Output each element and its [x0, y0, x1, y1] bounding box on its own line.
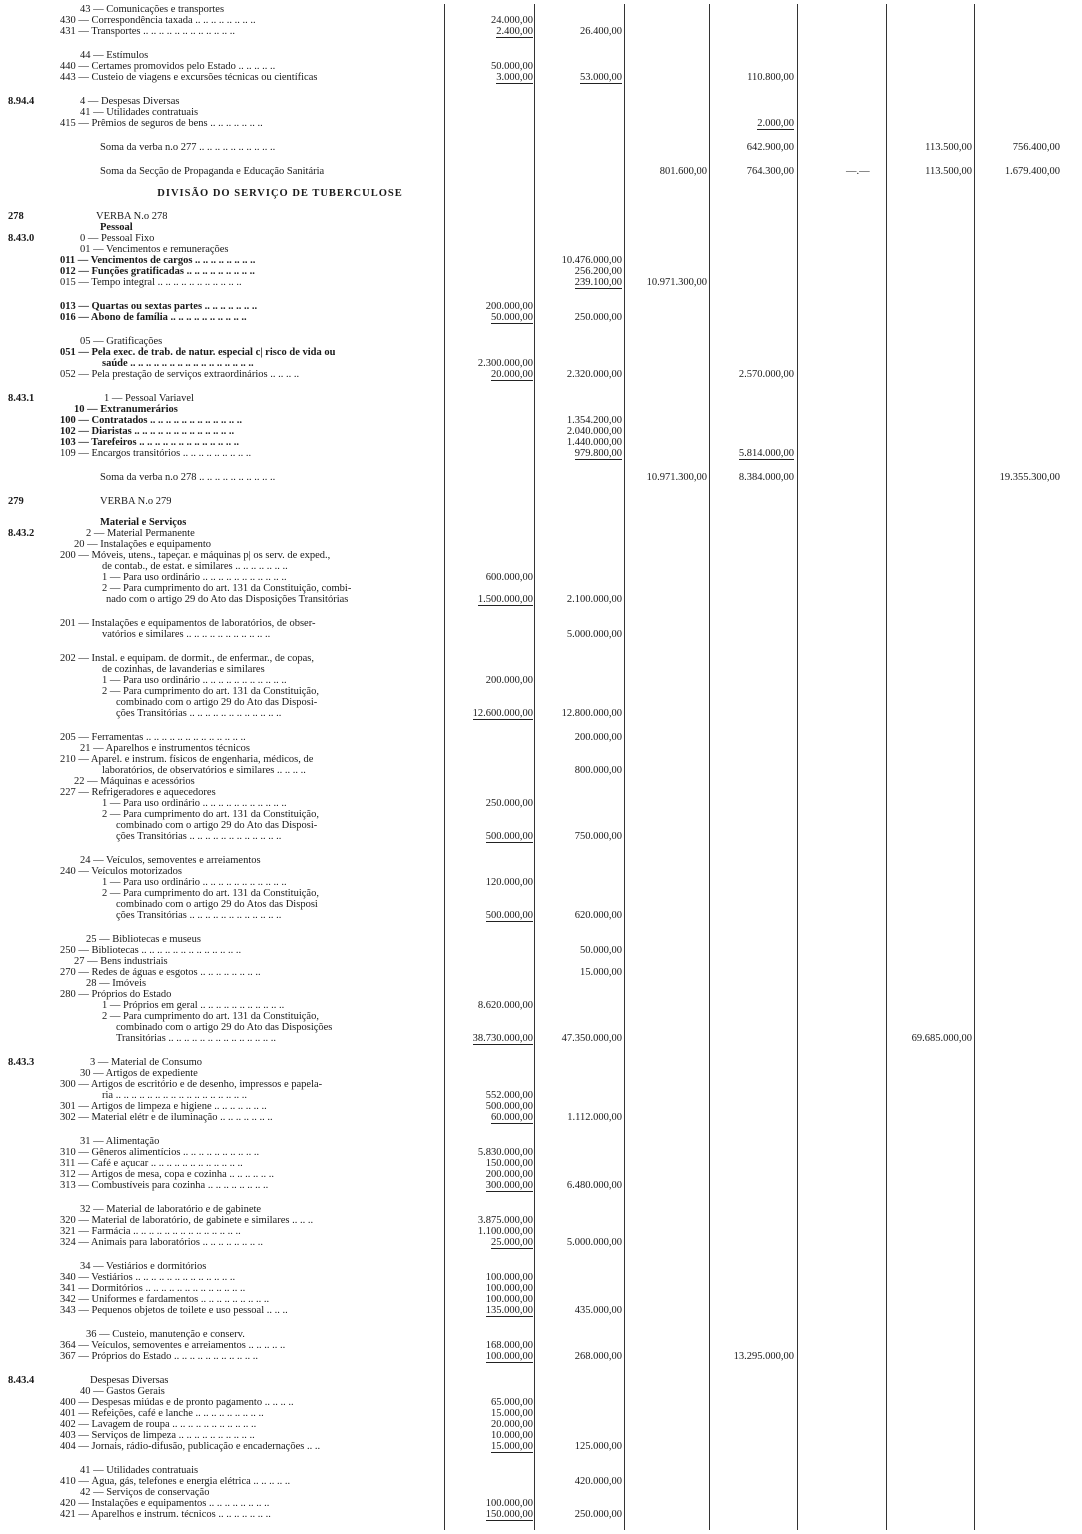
amount-value: 10.971.300,00	[646, 277, 707, 288]
budget-row	[0, 708, 1082, 720]
amount-value: 100.000,00	[485, 1498, 533, 1509]
amount-value: 53.000,00	[580, 72, 622, 83]
item-label: 44 — Estímulos	[80, 50, 149, 61]
budget-row	[0, 142, 1082, 154]
item-label: 102 — Diaristas .. .. .. .. .. .. .. .. .. .. .. .. ..	[60, 426, 235, 437]
item-label: 21 — Aparelhos e instrumentos técnicos	[80, 743, 251, 754]
amount-value: 125.000,00	[574, 1441, 622, 1452]
amount-value: 10.476.000,00	[561, 255, 622, 266]
amount-value: 1.354.200,00	[566, 415, 622, 426]
item-label: Soma da verba n.o 277 .. .. .. .. .. .. .. .. .. ..	[100, 142, 276, 153]
item-label: 1 — Para uso ordinário .. .. .. .. .. .. .. .. .. .. ..	[102, 877, 287, 888]
item-label: 403 — Serviços de limpeza .. .. .. .. .. .. .. .. .. ..	[60, 1430, 255, 1441]
item-label: 1 — Para uso ordinário .. .. .. .. .. .. .. .. .. .. ..	[102, 572, 287, 583]
item-label: 400 — Despesas miúdas e de pronto pagamento .. .. .. ..	[60, 1397, 294, 1408]
item-label: 420 — Instalações e equipamentos .. .. .. .. .. .. .. ..	[60, 1498, 270, 1509]
amount-value: 2.000,00	[757, 118, 794, 129]
item-label: 32 — Material de laboratório e de gabinete	[80, 1204, 262, 1215]
amount-value: 250.000,00	[485, 798, 533, 809]
amount-value: 135.000,00	[485, 1305, 533, 1316]
item-label: 2 — Para cumprimento do art. 131 da Constituição,	[102, 888, 319, 899]
amount-value: 1.679.400,00	[1004, 166, 1060, 177]
amount-value: 10.971.300,00	[646, 472, 707, 483]
item-label: 34 — Vestiários e dormitórios	[80, 1261, 207, 1272]
item-label: 051 — Pela exec. de trab. de natur. especial c| risco de vida ou	[60, 347, 336, 358]
item-label: 321 — Farmácia .. .. .. .. .. .. .. .. .. .. .. .. .. ..	[60, 1226, 241, 1237]
item-label: 2 — Para cumprimento do art. 131 da Constituição,	[102, 1011, 319, 1022]
item-label: 302 — Material elétr e de iluminação .. .. .. .. .. .. ..	[60, 1112, 273, 1123]
item-label: 43 — Comunicações e transportes	[80, 4, 225, 15]
item-label: 205 — Ferramentas .. .. .. .. .. .. .. .. .. .. .. .. ..	[60, 732, 246, 743]
amount-value: 200.000,00	[485, 675, 533, 686]
budget-row	[0, 910, 1082, 922]
amount-value: 2.320.000,00	[566, 369, 622, 380]
amount-value: 268.000,00	[574, 1351, 622, 1362]
budget-row	[0, 1112, 1082, 1124]
amount-value: 65.000,00	[491, 1397, 533, 1408]
item-label: 404 — Jornais, rádio-difusão, publicação e encadernações .. ..	[60, 1441, 321, 1452]
amount-value: 420.000,00	[574, 1476, 622, 1487]
item-label: 012 — Funções gratificadas .. .. .. .. .. .. .. .. ..	[60, 266, 255, 277]
amount-value: 2.040.000,00	[566, 426, 622, 437]
amount-value: 50.000,00	[580, 945, 622, 956]
amount-value: 756.400,00	[1012, 142, 1060, 153]
budget-row	[0, 166, 1082, 178]
item-label: 015 — Tempo integral .. .. .. .. .. .. .. .. .. .. ..	[60, 277, 242, 288]
item-label: 343 — Pequenos objetos de toilete e uso pessoal .. .. ..	[60, 1305, 288, 1316]
item-label: Soma da verba n.o 278 .. .. .. .. .. .. .. .. .. ..	[100, 472, 276, 483]
item-label: combinado com o artigo 29 do Atos das Disposi	[116, 899, 318, 910]
item-label: 240 — Veículos motorizados	[60, 866, 183, 877]
section-code: 8.43.1	[8, 393, 35, 404]
budget-row	[0, 1351, 1082, 1363]
budget-row	[0, 472, 1082, 484]
budget-row	[0, 496, 1082, 508]
item-label: de contab., de estat. e similares .. .. .. .. .. .. ..	[102, 561, 288, 572]
amount-value: 47.350.000,00	[561, 1033, 622, 1044]
division-heading: DIVISÃO DO SERVIÇO DE TUBERCULOSE	[157, 188, 403, 199]
empty-marker: —.—	[846, 166, 870, 177]
amount-value: 8.384.000,00	[738, 472, 794, 483]
item-label: 1 — Para uso ordinário .. .. .. .. .. .. .. .. .. .. ..	[102, 798, 287, 809]
budget-row	[0, 1509, 1082, 1521]
amount-value: 38.730.000,00	[472, 1033, 533, 1044]
item-label: 36 — Custeio, manutenção e conserv.	[86, 1329, 245, 1340]
item-label: 340 — Vestiários .. .. .. .. .. .. .. .. .. .. .. .. ..	[60, 1272, 236, 1283]
amount-value: 2.400,00	[496, 26, 533, 37]
item-label: 109 — Encargos transitórios .. .. .. .. .. .. .. .. ..	[60, 448, 252, 459]
item-label: 27 — Bens industriais	[74, 956, 168, 967]
item-label: 1 — Para uso ordinário .. .. .. .. .. .. .. .. .. .. ..	[102, 675, 287, 686]
amount-value: 500.000,00	[485, 910, 533, 921]
item-label: combinado com o artigo 29 do Ato das Disposi-	[116, 697, 318, 708]
item-label: 312 — Artigos de mesa, copa e cozinha .. .. .. .. .. ..	[60, 1169, 275, 1180]
item-label: 200 — Móveis, utens., tapeçar. e máquinas p| os serv. de exped.,	[60, 550, 331, 561]
amount-value: 12.800.000,00	[561, 708, 622, 719]
item-label: 016 — Abono de família .. .. .. .. .. .. .. .. .. ..	[60, 312, 247, 323]
item-label: Material e Serviços	[100, 517, 187, 528]
item-label: 1 — Próprios em geral .. .. .. .. .. .. .. .. .. .. ..	[102, 1000, 285, 1011]
item-label: 1 — Pessoal Variavel	[104, 393, 194, 404]
section-code: 8.43.4	[8, 1375, 35, 1386]
item-label: Transitórias .. .. .. .. .. .. .. .. .. .. .. .. .. ..	[116, 1033, 277, 1044]
item-label: 250 — Bibliotecas .. .. .. .. .. .. .. .. .. .. .. .. ..	[60, 945, 242, 956]
amount-value: 13.295.000,00	[733, 1351, 794, 1362]
amount-value: 620.000,00	[574, 910, 622, 921]
item-label: ria .. .. .. .. .. .. .. .. .. .. .. .. .. .. .. .. ..	[102, 1090, 247, 1101]
item-label: combinado com o artigo 29 do Ato das Disposições	[116, 1022, 333, 1033]
item-label: combinado com o artigo 29 do Ato das Disposi-	[116, 820, 318, 831]
item-label: 270 — Redes de águas e esgotos .. .. .. .. .. .. .. ..	[60, 967, 261, 978]
amount-value: 5.814.000,00	[738, 448, 794, 459]
item-label: ções Transitórias .. .. .. .. .. .. .. .. .. .. .. ..	[116, 831, 282, 842]
amount-value: 300.000,00	[485, 1180, 533, 1191]
item-label: 41 — Utilidades contratuais	[80, 107, 199, 118]
item-label: 320 — Material de laboratório, de gabinete e similares .. .. ..	[60, 1215, 314, 1226]
budget-row	[0, 1305, 1082, 1317]
item-label: saúde .. .. .. .. .. .. .. .. .. .. .. .. .. .. .. ..	[102, 358, 254, 369]
item-label: 42 — Serviços de conservação	[80, 1487, 210, 1498]
amount-value: 100.000,00	[485, 1294, 533, 1305]
item-label: 227 — Refrigeradores e aquecedores	[60, 787, 216, 798]
amount-value: 69.685.000,00	[911, 1033, 972, 1044]
budget-row	[0, 629, 1082, 641]
amount-value: 19.355.300,00	[999, 472, 1060, 483]
amount-value: 2.100.000,00	[566, 594, 622, 605]
item-label: 2 — Material Permanente	[86, 528, 195, 539]
amount-value: 500.000,00	[485, 831, 533, 842]
amount-value: 110.800,00	[747, 72, 794, 83]
amount-value: 552.000,00	[485, 1090, 533, 1101]
item-label: Pessoal	[100, 222, 133, 233]
item-label: 10 — Extranumerários	[74, 404, 178, 415]
item-label: 210 — Aparel. e instrum. físicos de engenharia, médicos, de	[60, 754, 314, 765]
amount-value: 600.000,00	[485, 572, 533, 583]
item-label: 103 — Tarefeiros .. .. .. .. .. .. .. .. .. .. .. .. ..	[60, 437, 239, 448]
item-label: ções Transitórias .. .. .. .. .. .. .. .. .. .. .. ..	[116, 910, 282, 921]
item-label: 2 — Para cumprimento do art. 131 da Constituição, combi-	[102, 583, 352, 594]
amount-value: 250.000,00	[574, 312, 622, 323]
item-label: 22 — Máquinas e acessórios	[74, 776, 195, 787]
budget-row	[0, 1441, 1082, 1453]
amount-value: 150.000,00	[485, 1509, 533, 1520]
item-label: 31 — Alimentação	[80, 1136, 160, 1147]
amount-value: 801.600,00	[659, 166, 707, 177]
amount-value: 500.000,00	[485, 1101, 533, 1112]
section-code: 8.43.0	[8, 233, 35, 244]
item-label: Despesas Diversas	[90, 1375, 169, 1386]
amount-value: 1.500.000,00	[477, 594, 533, 605]
item-label: 443 — Custeio de viagens e excursões técnicas ou científicas	[60, 72, 318, 83]
item-label: 25 — Bibliotecas e museus	[86, 934, 201, 945]
amount-value: 200.000,00	[574, 732, 622, 743]
item-label: nado com o artigo 29 do Ato das Disposições Transitórias	[106, 594, 349, 605]
item-label: 4 — Despesas Diversas	[80, 96, 180, 107]
budget-row	[0, 188, 1082, 200]
item-label: 324 — Animais para laboratórios .. .. .. .. .. .. .. ..	[60, 1237, 263, 1248]
item-label: 201 — Instalações e equipamentos de laboratórios, de obser-	[60, 618, 316, 629]
item-label: 40 — Gastos Gerais	[80, 1386, 165, 1397]
amount-value: 20.000,00	[491, 1419, 533, 1430]
amount-value: 12.600.000,00	[472, 708, 533, 719]
amount-value: 200.000,00	[485, 1169, 533, 1180]
amount-value: 3.000,00	[496, 72, 533, 83]
item-label: 011 — Vencimentos de cargos .. .. .. .. .. .. .. ..	[60, 255, 256, 266]
amount-value: 3.875.000,00	[477, 1215, 533, 1226]
amount-value: 24.000,00	[491, 15, 533, 26]
item-label: 401 — Refeições, café e lanche .. .. .. .. .. .. .. .. ..	[60, 1408, 264, 1419]
amount-value: 26.400,00	[580, 26, 622, 37]
item-label: 41 — Utilidades contratuais	[80, 1465, 199, 1476]
amount-value: 1.440.000,00	[566, 437, 622, 448]
budget-row	[0, 312, 1082, 324]
budget-row	[0, 448, 1082, 460]
amount-value: 50.000,00	[491, 61, 533, 72]
budget-row	[0, 1237, 1082, 1249]
amount-value: 435.000,00	[574, 1305, 622, 1316]
item-label: 2 — Para cumprimento do art. 131 da Constituição,	[102, 809, 319, 820]
amount-value: 256.200,00	[574, 266, 622, 277]
item-label: 300 — Artigos de escritório e de desenho, impressos e papela-	[60, 1079, 323, 1090]
item-label: 01 — Vencimentos e remunerações	[80, 244, 229, 255]
amount-value: 15.000,00	[491, 1408, 533, 1419]
amount-value: 2.300.000,00	[477, 358, 533, 369]
amount-value: 150.000,00	[485, 1158, 533, 1169]
amount-value: 113.500,00	[925, 142, 972, 153]
item-label: 342 — Uniformes e fardamentos .. .. .. .. .. .. .. .. ..	[60, 1294, 270, 1305]
amount-value: 8.620.000,00	[477, 1000, 533, 1011]
amount-value: 250.000,00	[574, 1509, 622, 1520]
amount-value: 200.000,00	[485, 301, 533, 312]
section-code: 279	[8, 496, 24, 507]
item-label: 301 — Artigos de limpeza e higiene .. .. .. .. .. .. ..	[60, 1101, 267, 1112]
budget-row	[0, 118, 1082, 130]
item-label: 431 — Transportes .. .. .. .. .. .. .. .. .. .. .. ..	[60, 26, 236, 37]
amount-value: 5.000.000,00	[566, 629, 622, 640]
section-code: 278	[8, 211, 24, 222]
amount-value: 113.500,00	[925, 166, 972, 177]
item-label: ções Transitórias .. .. .. .. .. .. .. .. .. .. .. ..	[116, 708, 282, 719]
budget-row	[0, 1180, 1082, 1192]
amount-value: 25.000,00	[491, 1237, 533, 1248]
budget-row	[0, 1033, 1082, 1045]
item-label: Soma da Secção de Propaganda e Educação Sanitária	[100, 166, 325, 177]
item-label: laboratórios, de observatórios e similares .. .. .. ..	[102, 765, 306, 776]
amount-value: 1.100.000,00	[477, 1226, 533, 1237]
budget-row	[0, 369, 1082, 381]
item-label: 364 — Veículos, semoventes e arreiamentos .. .. .. .. ..	[60, 1340, 286, 1351]
item-label: 367 — Próprios do Estado .. .. .. .. .. .. .. .. .. .. ..	[60, 1351, 259, 1362]
amount-value: 100.000,00	[485, 1272, 533, 1283]
item-label: 052 — Pela prestação de serviços extraordinários .. .. .. ..	[60, 369, 300, 380]
section-code: 8.94.4	[8, 96, 35, 107]
amount-value: 15.000,00	[491, 1441, 533, 1452]
item-label: vatórios e similares .. .. .. .. .. .. .. .. .. .. ..	[102, 629, 271, 640]
item-label: 100 — Contratados .. .. .. .. .. .. .. .. .. .. .. ..	[60, 415, 243, 426]
item-label: 280 — Próprios do Estado	[60, 989, 172, 1000]
amount-value: 239.100,00	[574, 277, 622, 288]
item-label: 28 — Imóveis	[86, 978, 147, 989]
amount-value: 642.900,00	[746, 142, 794, 153]
item-label: 3 — Material de Consumo	[90, 1057, 202, 1068]
budget-row	[0, 277, 1082, 289]
amount-value: 168.000,00	[485, 1340, 533, 1351]
amount-value: 2.570.000,00	[738, 369, 794, 380]
item-label: de cozinhas, de lavanderias e similares	[102, 664, 265, 675]
item-label: 20 — Instalações e equipamento	[74, 539, 212, 550]
item-label: 341 — Dormitórios .. .. .. .. .. .. .. .. .. .. .. .. ..	[60, 1283, 246, 1294]
amount-value: 120.000,00	[485, 877, 533, 888]
item-label: 421 — Aparelhos e instrum. técnicos .. .. .. .. .. .. ..	[60, 1509, 271, 1520]
item-label: 313 — Combustíveis para cozinha .. .. .. .. .. .. .. ..	[60, 1180, 269, 1191]
amount-value: 100.000,00	[485, 1351, 533, 1362]
amount-value: 60.000,00	[491, 1112, 533, 1123]
item-label: 202 — Instal. e equipam. de dormit., de enfermar., de copas,	[60, 653, 314, 664]
amount-value: 5.830.000,00	[477, 1147, 533, 1158]
item-label: 30 — Artigos de expediente	[80, 1068, 198, 1079]
item-label: 410 — Água, gás, telefones e energia elétrica .. .. .. .. ..	[60, 1476, 291, 1487]
item-label: VERBA N.o 279	[100, 496, 172, 507]
amount-value: 15.000,00	[580, 967, 622, 978]
item-label: 013 — Quartas ou sextas partes .. .. .. .. .. .. ..	[60, 301, 258, 312]
amount-value: 6.480.000,00	[566, 1180, 622, 1191]
item-label: 2 — Para cumprimento do art. 131 da Constituição,	[102, 686, 319, 697]
budget-row	[0, 72, 1082, 84]
item-label: 310 — Gêneros alimentícios .. .. .. .. .. .. .. .. .. ..	[60, 1147, 260, 1158]
item-label: 402 — Lavagem de roupa .. .. .. .. .. .. .. .. .. .. ..	[60, 1419, 257, 1430]
section-code: 8.43.3	[8, 1057, 35, 1068]
item-label: 440 — Certames promovidos pelo Estado .. .. .. .. ..	[60, 61, 276, 72]
amount-value: 20.000,00	[491, 369, 533, 380]
item-label: 311 — Café e açucar .. .. .. .. .. .. .. .. .. .. .. ..	[60, 1158, 243, 1169]
item-label: 24 — Veículos, semoventes e arreiamentos	[80, 855, 261, 866]
item-label: 415 — Prêmios de seguros de bens .. .. .. .. .. .. ..	[60, 118, 263, 129]
amount-value: 800.000,00	[574, 765, 622, 776]
budget-row	[0, 831, 1082, 843]
amount-value: 10.000,00	[491, 1430, 533, 1441]
item-label: 05 — Gratificações	[80, 336, 163, 347]
item-label: 0 — Pessoal Fixo	[80, 233, 155, 244]
amount-value: 750.000,00	[574, 831, 622, 842]
budget-row	[0, 26, 1082, 38]
budget-row	[0, 594, 1082, 606]
amount-value: 50.000,00	[491, 312, 533, 323]
amount-value: 979.800,00	[574, 448, 622, 459]
item-label: 430 — Correspondência taxada .. .. .. .. .. .. .. ..	[60, 15, 256, 26]
amount-value: 764.300,00	[746, 166, 794, 177]
section-code: 8.43.2	[8, 528, 35, 539]
amount-value: 1.112.000,00	[567, 1112, 622, 1123]
amount-value: 5.000.000,00	[566, 1237, 622, 1248]
item-label: VERBA N.o 278	[96, 211, 168, 222]
amount-value: 100.000,00	[485, 1283, 533, 1294]
